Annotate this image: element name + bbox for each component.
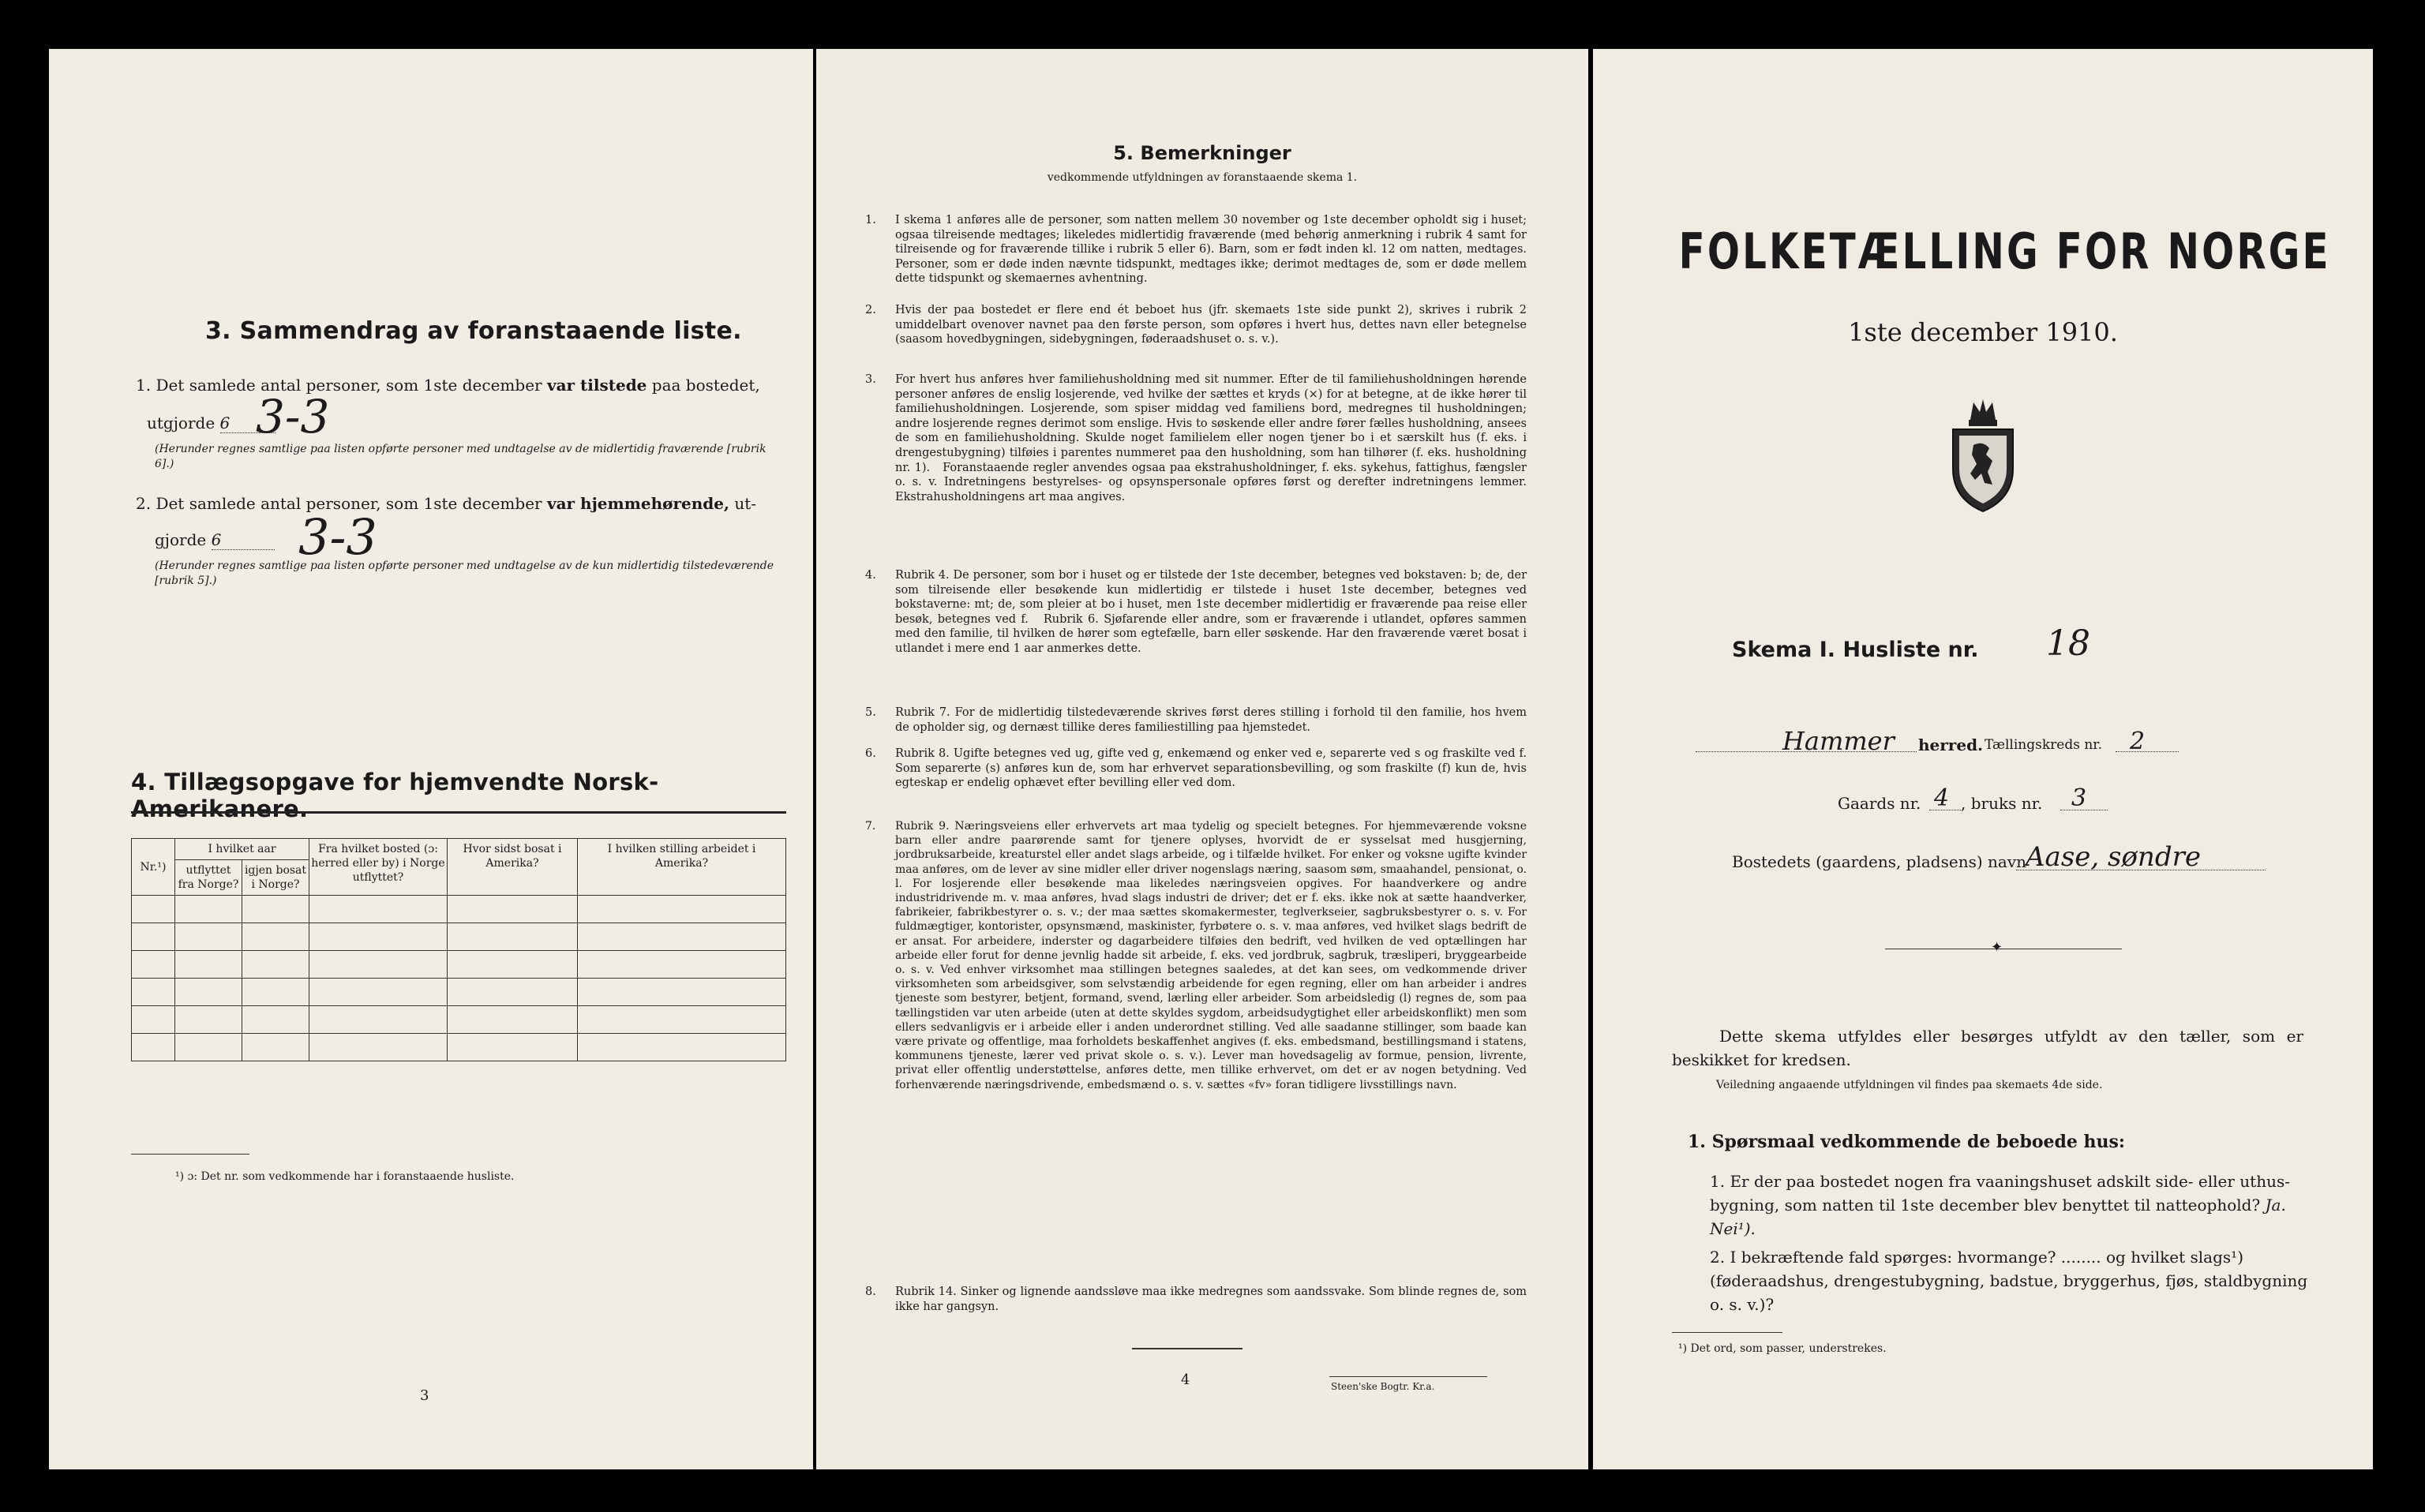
item1-handwritten: 3-3 (256, 390, 330, 443)
question-2: 2. I bekræftende fald spørges: hvormange? ........ og hvilket slags¹) (føderaadshus, drengestubygning, badstue, bryggerhus, fjøs, staldbygning o. s. v.)? (1710, 1248, 2308, 1314)
norsk-amerikanere-table (131, 838, 786, 1061)
footnote-rule (131, 1154, 249, 1155)
item2-value: 6 (212, 530, 275, 550)
table-row (132, 896, 786, 923)
table-footnote: ¹) ɔ: Det nr. som vedkommende har i foranstaaende husliste. (175, 1170, 515, 1183)
note-2: 2. Hvis der paa bostedet er flere end ét beboet hus (jfr. skemaets 1ste side punkt 2), skrives i rubrik 2 umiddelbart ovenover navnet paa den første person, som opføres i hvert hus, dettes navn eller betegnelse (saasom hovedbygningen, sidebygningen, føderaadshuset o. s. v.). (865, 304, 1527, 346)
col-stilling: I hvilken stilling arbeidet i Amerika? (578, 839, 786, 896)
gaards-value: 4 (1934, 784, 1950, 812)
page-number: 4 (1181, 1372, 1190, 1388)
col-nr: Nr.¹) (132, 839, 175, 896)
note-6: 6. Rubrik 8. Ugifte betegnes ved ug, gifte ved g, enkemænd og enker ved e, separerte ved s og fraskilte ved f. Som separerte (s) anføres kun de, som har erhvervet separationsbevilling, og som fraskilte (f) kun de, hvis egteskap er endelig ophævet efter bevilling eller ved dom. (865, 747, 1527, 790)
item1-value: 6 (220, 414, 275, 433)
item2-handwritten: 3-3 (298, 508, 377, 566)
note-7: 7. Rubrik 9. Næringsveiens eller erhvervets art maa tydelig og specielt betegnes. For hjemmeværende voksne barn eller andre paarørende samt for tjenere oplyses, hvorvidt de er sysselsat med husgjerning, jordbruksarbeide, kreaturstel eller andet slags arbeide, og i tilfælde hvilket. For enker og voksne ugifte kvinder maa anføres, om de lever av sine midler eller driver nogenslags næring, saasom søm, smaahandel, pensionat, o. l. For losjerende eller besøkende maa likeledes næringsveien opgives. For haandverkere og andre industridrivende m. v. maa anføres, hvad slags industri de driver; det er f. eks. ikke nok at sætte haandverker, fabrikeier, fabrikbestyrer o. s. v.; der maa sættes skomakermester, teglverkseier, sagbruksbestyrer o. s. v. For fuldmægtiger, kontorister, opsynsmænd, maskinister, fyrbøtere o. s. v. maa anføres, ved hvilket slags bedrift de er ansat. For arbeidere, inderster og dagarbeidere tilføies den bedrift, ved hvilken de ved optællingen har arbeide eller forut for denne jevnlig hadde sit arbeide, f. eks. ved jordbruk, sagbruk, træsliperi, bryggearbeide o. s. v. Ved enhver virksomhet maa stillingen betegnes saaledes, at det kan sees, om vedkommende driver virksomheten som arbeidsgiver, som selvstændig arbeidende for egen regning, eller om han arbeider i andres tjeneste som bestyrer, betjent, formand, svend, lærling eller arbeider. Som arbeidsledig (l) regnes de, som paa tællingstiden var uten arbeide (uten at dette skyldes sygdom, arbeidsudygtighet eller arbeidskonflikt) men som ellers sedvanligvis er i arbeide eller i anden underordnet stilling. Ved alle saadanne stillinger, som baade kan være private og offentlige, maa forholdets beskaffenhet angives (f. eks. embedsmand, bestillingsmand i statens, kommunens tjeneste, lærer ved privat skole o. s. v.). Lever man hovedsagelig av formue, pension, livrente, privat eller offentlig understøttelse, anføres dette, men tillike erhvervet, om det er av nogen betydning. Ved forhenværende næringsdrivende, embedsmænd o. s. v. sættes «fv» foran tidligere livsstillings navn. (865, 820, 1527, 1091)
instructions-sub: Veiledning angaaende utfyldningen vil findes paa skemaets 4de side. (1716, 1079, 2103, 1091)
summary-item-2: 2. Det samlede antal personer, som 1ste december var hjemmehørende, ut- (136, 494, 756, 513)
section-3-title: 3. Sammendrag av foranstaaende liste. (205, 317, 742, 345)
bruks-label: , bruks nr. (1961, 794, 2043, 813)
remarks-title: 5. Bemerkninger (1113, 142, 1291, 164)
page-number: 3 (420, 1387, 429, 1404)
census-title: FOLKETÆLLING FOR NORGE (1678, 223, 2331, 280)
question-heading: 1. Spørsmaal vedkommende de beboede hus: (1688, 1132, 2126, 1152)
item2-note: (Herunder regnes samtlige paa listen opførte personer med undtagelse av de kun midlertidig tilstedeværende [rubrik 5].) (155, 560, 774, 587)
table-row (132, 1034, 786, 1061)
coat-of-arms-icon (1947, 396, 2019, 515)
summary-item-1: 1. Det samlede antal personer, som 1ste december var tilstede paa bostedet, (136, 376, 760, 395)
cover-footnote: ¹) Det ord, som passer, understrekes. (1678, 1342, 1887, 1355)
note-1: 1. I skema 1 anføres alle de personer, som natten mellem 30 november og 1ste december opholdt sig i huset; ogsaa tilreisende medtages; likeledes midlertidig fraværende (med behørig anmerkning i rubrik 4 samt for tilreisende og for fraværende tillike i rubrik 5 eller 6). Barn, som er født inden kl. 12 om natten, medtages. Personer, som er døde inden nævnte tidspunkt, medtages ikke; derimot medtages de, som er døde mellem dette tidspunkt og skemaernes avhentning. (865, 214, 1527, 286)
bosted-value: Aase, søndre (2026, 841, 2201, 873)
page-3 (49, 49, 813, 1469)
bosted-label: Bostedets (gaardens, pladsens) navn (1732, 852, 2026, 871)
note-5: 5. Rubrik 7. For de midlertidig tilstedeværende skrives først deres stilling i forhold til den familie, hos hvem de opholder sig, og dernæst tillike deres familiestilling paa hjemstedet. (865, 706, 1527, 734)
table-row (132, 923, 786, 951)
note-4: 4. Rubrik 4. De personer, som bor i huset og er tilstede der 1ste december, betegnes ved bokstaven: b; de, der som tilreisende eller besøkende kun midlertidig er tilstede i huset 1ste december, betegnes ved bokstaverne: mt; de, som pleier at bo i huset, men 1ste december midlertidig er fraværende paa reise eller besøk, betegnes ved f. Rubrik 6. Sjøfarende eller andre, som er fraværende i utlandet, opføres sammen med den familie, til hvilken de hører som egtefælle, barn eller søskende. Har den fraværende været bosat i utlandet i mere end 1 aar anmerkes dette. (865, 569, 1527, 655)
col-fra: Fra hvilket bosted (ɔ: herred eller by) i Norge utflyttet? (309, 839, 448, 896)
printer-mark: Steen'ske Bogtr. Kr.a. (1331, 1381, 1435, 1392)
remarks-subtitle: vedkommende utfyldningen av foranstaaende skema 1. (1047, 171, 1358, 184)
item1-note: (Herunder regnes samtlige paa listen opførte personer med undtagelse av de midlertidig fraværende [rubrik 6].) (155, 443, 766, 470)
col-utflyttet: utflyttet fra Norge? (175, 860, 242, 896)
table-row (132, 979, 786, 1006)
col-igjen: igjen bosat i Norge? (242, 860, 309, 896)
table-row (132, 951, 786, 979)
section-4-rule (131, 811, 786, 814)
kreds-value: 2 (2130, 728, 2146, 755)
remarks-end-rule (1132, 1348, 1242, 1349)
gaards-label: Gaards nr. (1838, 794, 1921, 813)
question-1-answer: Ja. Nei¹). (1710, 1196, 2286, 1238)
bruks-value: 3 (2071, 784, 2087, 812)
footnote-rule (1672, 1332, 1782, 1333)
skema-label: Skema I. Husliste nr. (1732, 638, 1979, 662)
section-4-title: 4. Tillægsopgave for hjemvendte Norsk-Amerikanere. (131, 769, 659, 822)
summary-item-1-utgjorde: utgjorde 6 (147, 414, 275, 433)
col-group-year: I hvilket aar (175, 839, 309, 860)
note-8: 8. Rubrik 14. Sinker og lignende aandssløve maa ikke medregnes som aandssvake. Som blinde regnes de, som ikke har gangsyn. (865, 1286, 1527, 1313)
printer-rule (1329, 1376, 1487, 1377)
note-3: 3. For hvert hus anføres hver familiehusholdning med sit nummer. Efter de til familiehusholdningen hørende personer anføres de enslig losjerende, ved hvilke der sættes et kryds (×) for at betegne, at de ikke hører til familiehusholdningen. Losjerende, som spiser middag ved familiens bord, medregnes til husholdningen; andre losjerende regnes derimot som enslige. Hvis to søskende eller andre fører fælles husholdning, ansees de som en familiehusholdning. Skulde noget familielem eller nogen tjener bo i et særskilt hus (f. eks. i drengestubygning) tilføies i parentes nummeret paa den husholdning, som han tilhører (f. eks. husholdning nr. 1). Foranstaaende regler anvendes ogsaa paa ekstrahusholdninger, f. eks. sykehus, fattighus, fængsler o. s. v. Indretningens bestyrelses- og opsynspersonale opføres først og derefter indretningens lemmer. Ekstrahusholdningens art maa angives. (865, 373, 1527, 503)
col-hvor: Hvor sidst bosat i Amerika? (448, 839, 578, 896)
herred-value: Hammer (1782, 726, 1895, 756)
census-date: 1ste december 1910. (1848, 317, 2118, 347)
herred-label: herred. (1918, 735, 1984, 754)
ornament-icon: ✦ (1991, 939, 2003, 956)
husliste-nr: 18 (2046, 623, 2090, 664)
page-4 (816, 49, 1588, 1469)
page-1-cover (1593, 49, 2373, 1469)
question-1: 1. Er der paa bostedet nogen fra vaaningshuset adskilt side- eller uthus-bygning, som natten til 1ste december blev benyttet til natteophold? Ja. Nei¹). (1710, 1172, 2290, 1238)
table-row (132, 1006, 786, 1034)
kreds-label: Tællingskreds nr. (1985, 737, 2102, 753)
summary-item-2-gjorde: gjorde 6 (155, 530, 275, 550)
instructions: Dette skema utfyldes eller besørges utfyldt av den tæller, som er beskikket for kredsen. (1672, 1027, 2303, 1069)
